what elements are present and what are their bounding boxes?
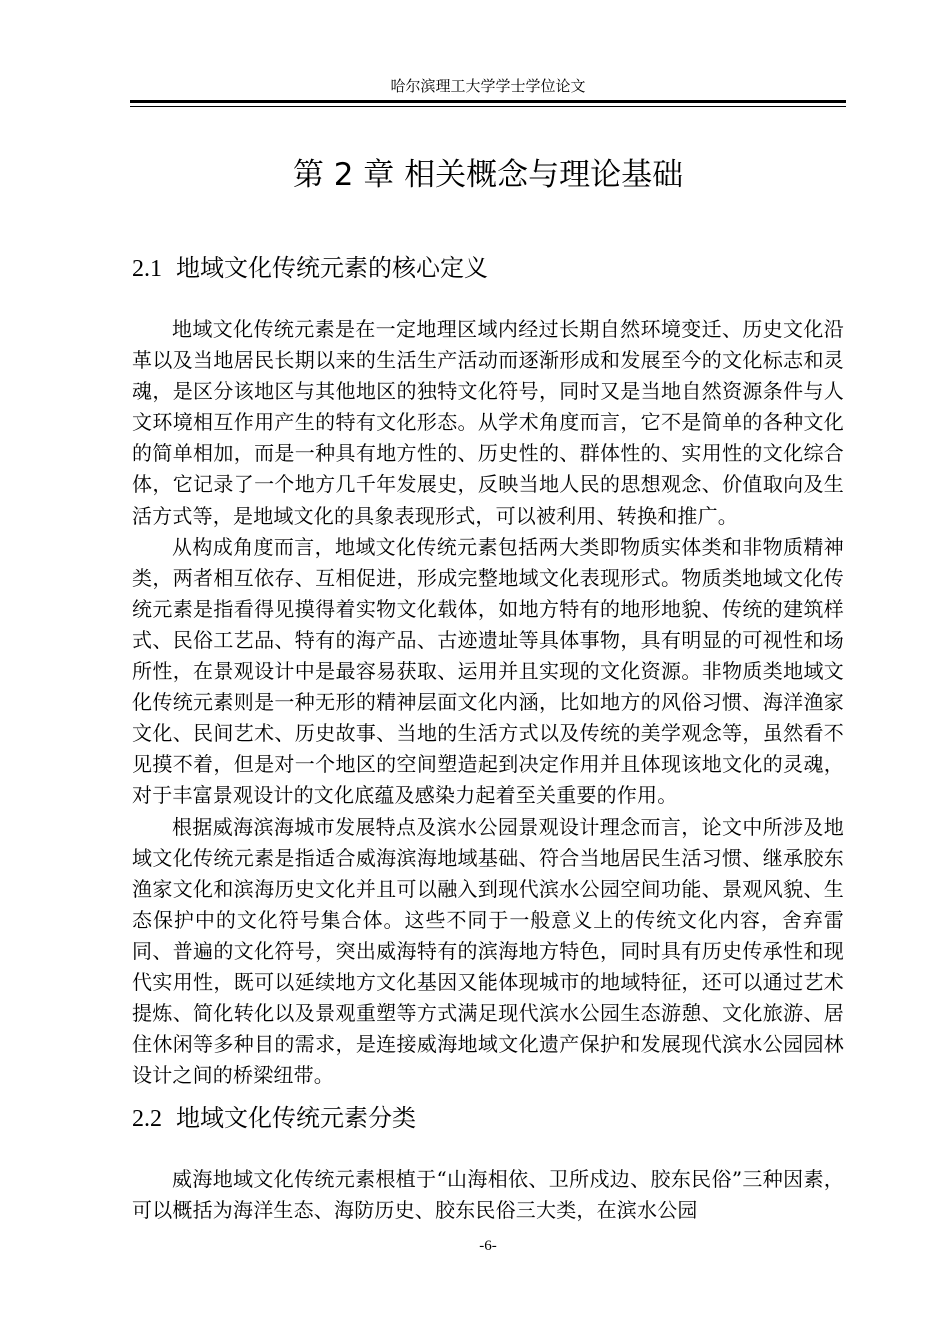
- paragraph: 威海地域文化传统元素根植于“山海相依、卫所戍边、胶东民俗”三种因素，可以概括为海洋生态、海防历史、胶东民俗三大类，在滨水公园: [132, 1167, 844, 1223]
- section-number: 2.1: [132, 256, 162, 282]
- paragraph: 根据威海滨海城市发展特点及滨水公园景观设计理念而言，论文中所涉及地域文化传统元素是指适合威海滨海地域基础、符合当地居民生活习惯、继承胶东渔家文化和滨海历史文化并且可以融入到现代滨水公园空间功能、景观风貌、生态保护中的文化符号集合体。这些不同于一般意义上的传统文化内容，舍弃雷同、普遍的文化符号，突出威海特有的滨海地方特色，同时具有历史传承性和现代实用性，既可以延续地方文化基因又能体现城市的地域特征，还可以通过艺术提炼、简化转化以及景观重塑等方式满足现代滨水公园生态游憩、文化旅游、居住休闲等多种目的需求，是连接威海地域文化遗产保护和发展现代滨水公园园林设计之间的桥梁纽带。: [132, 814, 844, 1088]
- section-heading-2-2: [132, 1101, 416, 1136]
- section-title: 地域文化传统元素分类: [176, 1104, 416, 1132]
- header-rule-thin: [130, 106, 846, 107]
- paragraph: 从构成角度而言，地域文化传统元素包括两大类即物质实体类和非物质精神类，两者相互依存、互相促进，形成完整地域文化表现形式。物质类地域文化传统元素是指看得见摸得着实物文化载体，如地方特有的地形地貌、传统的建筑样式、民俗工艺品、特有的海产品、古迹遗址等具体事物，具有明显的可视性和场所性，在景观设计中是最容易获取、运用并且实现的文化资源。非物质类地域文化传统元素则是一种无形的精神层面文化内涵，比如地方的风俗习惯、海洋渔家文化、民间艺术、历史故事、当地的生活方式以及传统的美学观念等，虽然看不见摸不着，但是对一个地区的空间塑造起到决定作用并且体现该地文化的灵魂，对于丰富景观设计的文化底蕴及感染力起着至关重要的作用。: [132, 534, 844, 808]
- section-body-2-2: [132, 1164, 844, 1226]
- chapter-title: 第 2 章 相关概念与理论基础: [292, 157, 684, 193]
- paragraph: 地域文化传统元素是在一定地理区域内经过长期自然环境变迁、历史文化沿革以及当地居民长期以来的生活生产活动而逐渐形成和发展至今的文化标志和灵魂，是区分该地区与其他地区的独特文化符号，同时又是当地自然资源条件与人文环境相互作用产生的特有文化形态。从学术角度而言，它不是简单的各种文化的简单相加，而是一种具有地方性的、历史性的、群体性的、实用性的文化综合体，它记录了一个地方几千年发展史，反映当地人民的思想观念、价值取向及生活方式等，是地域文化的具象表现形式，可以被利用、转换和推广。: [132, 317, 844, 528]
- header-rule-thick: [130, 100, 846, 103]
- running-header: 哈尔滨理工大学学士学位论文: [390, 77, 586, 95]
- section-heading-2-1: [132, 251, 488, 286]
- page-number: -6-: [479, 1238, 497, 1254]
- section-number: 2.2: [132, 1106, 162, 1132]
- section-title: 地域文化传统元素的核心定义: [176, 254, 488, 282]
- section-body-2-1: [132, 314, 844, 1091]
